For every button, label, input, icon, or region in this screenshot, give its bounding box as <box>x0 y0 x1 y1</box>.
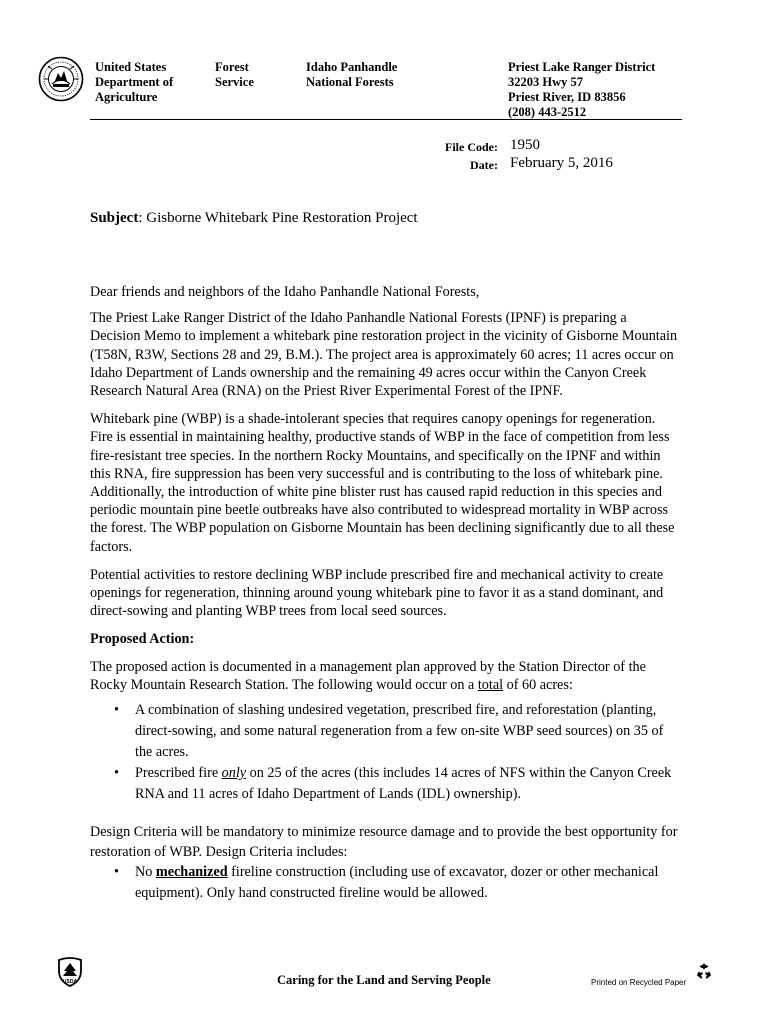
section-heading <box>90 630 680 648</box>
bullet: • <box>114 864 119 881</box>
usda-line: Agriculture <box>95 90 158 104</box>
subject-label: Subject <box>90 210 139 226</box>
subject-text: Gisborne Whitebark Pine Restoration Project <box>146 210 418 226</box>
agency-line: Forest <box>215 60 249 74</box>
proposed-action-heading: Proposed Action: <box>90 631 195 648</box>
list-item-text: No <box>135 864 156 881</box>
file-code-value: 1950 <box>510 137 540 153</box>
emphasis-mechanized: mechanized <box>155 864 228 881</box>
usda-name <box>95 60 173 105</box>
date-value: February 5, 2016 <box>510 155 613 171</box>
office-address <box>508 60 655 120</box>
file-code-label: File Code: <box>445 140 498 154</box>
subject-colon: : <box>138 210 143 226</box>
list-item <box>90 763 680 805</box>
shield-text: USDA <box>62 979 78 985</box>
date-label: Date: <box>470 158 498 172</box>
agency-line: Service <box>215 75 254 89</box>
bullet: • <box>114 765 119 782</box>
recycle-icon <box>694 961 714 981</box>
bullet: • <box>114 702 119 719</box>
office-line: Priest Lake Ranger District <box>508 60 656 74</box>
recycled-paper-note: Printed on Recycled Paper <box>591 978 687 987</box>
subject-line <box>90 210 418 227</box>
paragraph-part: The proposed action is documented in a management plan approved by the Station Director of the Rocky Mountain Research Station. The following would occur on a <box>90 658 646 693</box>
agency-name <box>215 60 254 90</box>
usda-seal-icon <box>38 56 84 102</box>
paragraph <box>90 658 680 694</box>
office-line: 32203 Hwy 57 <box>508 75 583 89</box>
footer-motto: Caring for the Land and Serving People <box>277 973 491 987</box>
list-item <box>90 700 680 763</box>
letter-body <box>90 283 680 904</box>
list-item-text: A combination of slashing undesired vegetation, prescribed fire, and reforestation (planting, direct-sowing, and some natural regeneration from a few on-site WBP seed sources) on 35 of the acres. <box>135 702 664 761</box>
emphasis-total: total <box>477 676 504 693</box>
paragraph: Potential activities to restore declining WBP include prescribed fire and mechanical activity to create openings for regeneration, thinning around young whitebark pine to favor it as a stand dominant, and direct-sowing and planting WBP trees from local seed sources. <box>90 566 664 620</box>
forests-line: National Forests <box>306 75 394 89</box>
design-criteria-list <box>90 862 680 904</box>
paragraph-part: of 60 acres: <box>503 676 573 693</box>
office-line: Priest River, ID 83856 <box>508 90 626 104</box>
paragraph: Design Criteria will be mandatory to minimize resource damage and to provide the best opportunity for restoration of WBP. Design Criteria includes: <box>90 824 678 860</box>
proposed-action-list <box>90 700 680 805</box>
letterhead-rule <box>90 119 682 120</box>
emphasis-only: only <box>221 765 247 782</box>
forests-name <box>306 60 397 90</box>
list-item <box>90 862 680 904</box>
paragraph: Whitebark pine (WBP) is a shade-intolerant species that requires canopy openings for regeneration. Fire is essential in maintaining healthy, productive stands of WBP in the face of competition from less fire-resistant tree species. In the northern Rocky Mountains, and specifically on the IPNF and within this RNA, fire suppression has been very successful and is contributing to the loss of whitebark pine. Additionally, the introduction of white pine blister rust has caused rapid reduction in this species and periodic mountain pine beetle outbreaks have also contributed to widespread mortality in WBP across the forest. The WBP population on Gisborne Mountain has been declining significantly due to all these factors. <box>90 411 675 555</box>
list-item-text: on 25 of the acres (this includes 14 acres of NFS within the Canyon Creek RNA and 11 acres of Idaho Department of Lands (IDL) ownership). <box>135 765 672 803</box>
forest-service-shield-icon <box>57 957 83 987</box>
list-item-text: fireline construction (including use of excavator, dozer or other mechanical equipment). Only hand constructed fireline would be allowed. <box>135 864 659 902</box>
office-line: (208) 443-2512 <box>508 105 587 119</box>
salutation: Dear friends and neighbors of the Idaho Panhandle National Forests, <box>90 284 480 300</box>
paragraph: The Priest Lake Ranger District of the Idaho Panhandle National Forests (IPNF) is preparing a Decision Memo to implement a whitebark pine restoration project in the vicinity of Gisborne Mountain (T58N, R3W, Sections 28 and 29, B.M.). The project area is approximately 60 acres; 11 acres occur on Idaho Department of Lands ownership and the remaining 49 acres occur within the Canyon Creek Research Natural Area (RNA) on the Priest River Experimental Forest of the IPNF. <box>90 310 678 400</box>
usda-line: United States <box>95 60 167 74</box>
forests-line: Idaho Panhandle <box>306 60 398 74</box>
list-item-text: Prescribed fire <box>135 765 222 782</box>
usda-line: Department of <box>95 75 174 89</box>
